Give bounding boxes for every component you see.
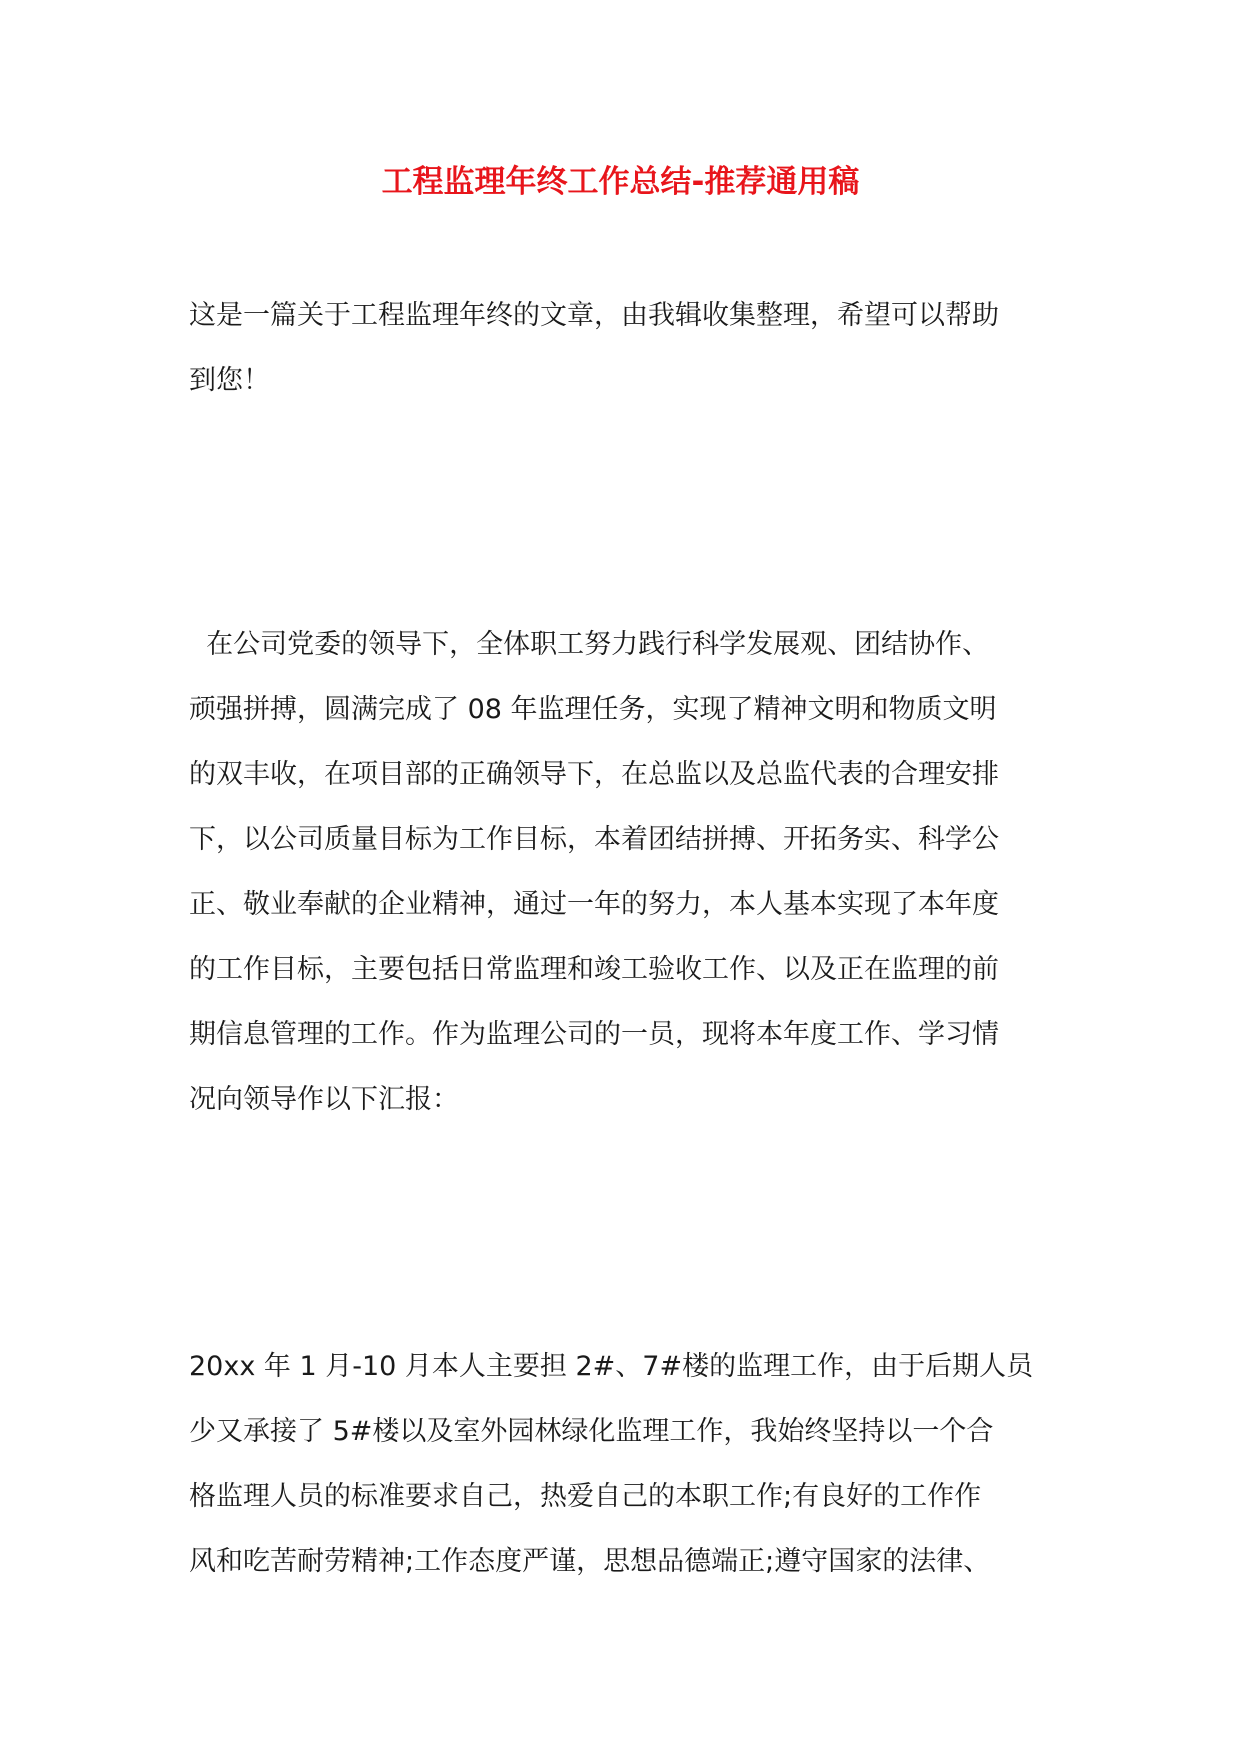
paragraph-line: 少又承接了 5#楼以及室外园林绿化监理工作，我始终坚持以一个合 [189,1416,994,1447]
paragraph-line: 风和吃苦耐劳精神;工作态度严谨，思想品德端正;遵守国家的法律、 [189,1546,991,1577]
document-title: 工程监理年终工作总结-推荐通用稿 [381,164,860,200]
paragraph-line: 正、敬业奉献的企业精神，通过一年的努力，本人基本实现了本年度 [189,889,999,920]
paragraph-line: 下，以公司质量目标为工作目标，本着团结拼搏、开拓务实、科学公 [189,824,999,855]
paragraph-line: 这是一篇关于工程监理年终的文章，由我辑收集整理，希望可以帮助 [189,300,999,331]
intro-paragraph [189,283,1062,413]
paragraph-line: 顽强拼搏，圆满完成了 08 年监理任务，实现了精神文明和物质文明 [189,694,997,725]
paragraph-line: 20xx 年 1 月-10 月本人主要担 2#、7#楼的监理工作，由于后期人员 [189,1351,1034,1382]
paragraph-line: 况向领导作以下汇报： [189,1084,459,1115]
body-paragraph-2 [189,1334,1062,1594]
paragraph-line: 的双丰收，在项目部的正确领导下，在总监以及总监代表的合理安排 [189,759,999,790]
paragraph-line: 在公司党委的领导下，全体职工努力践行科学发展观、团结协作、 [189,629,990,660]
paragraph-line: 格监理人员的标准要求自己，热爱自己的本职工作;有良好的工作作 [189,1481,982,1512]
paragraph-line: 期信息管理的工作。作为监理公司的一员，现将本年度工作、学习情 [189,1019,999,1050]
paragraph-line: 的工作目标，主要包括日常监理和竣工验收工作、以及正在监理的前 [189,954,999,985]
body-paragraph-1 [189,612,1062,1132]
paragraph-line: 到您！ [189,365,270,396]
